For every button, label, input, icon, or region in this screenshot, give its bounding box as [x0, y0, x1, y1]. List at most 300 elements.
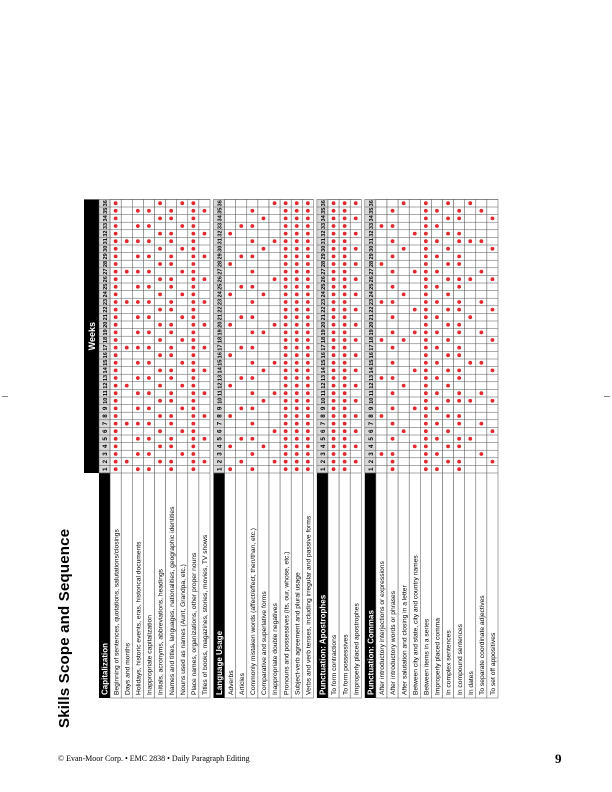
rotated-page-content — [42, 38, 602, 738]
week-dot — [147, 467, 151, 471]
week-dot — [180, 315, 184, 319]
week-number: 17 — [368, 344, 375, 351]
week-number: 34 — [217, 215, 224, 222]
week-dot — [158, 369, 162, 373]
week-dot — [136, 361, 140, 365]
week-dot — [191, 338, 195, 342]
week-dot — [250, 376, 254, 380]
week-dot — [413, 445, 417, 449]
week-dot — [306, 300, 310, 304]
week-dot — [295, 407, 299, 411]
week-dot — [468, 277, 472, 281]
week-dot — [295, 277, 299, 281]
week-dot — [391, 209, 395, 213]
week-dot — [332, 224, 336, 228]
week-dot — [391, 224, 395, 228]
week-dot — [295, 255, 299, 259]
week-dot — [424, 346, 428, 350]
week-number: 16 — [320, 352, 327, 359]
week-dot — [169, 331, 173, 335]
week-dot — [446, 323, 450, 327]
week-dot — [380, 300, 384, 304]
week-dot — [203, 346, 207, 350]
week-dot — [457, 460, 461, 464]
week-dot — [468, 239, 472, 243]
week-dot — [114, 346, 118, 350]
week-dot — [158, 232, 162, 236]
week-dot — [114, 391, 118, 395]
week-number: 18 — [320, 336, 327, 344]
week-dot — [380, 452, 384, 456]
week-number: 29 — [217, 253, 224, 260]
week-dot — [424, 338, 428, 342]
week-dot — [169, 308, 173, 312]
week-dot — [306, 338, 310, 342]
week-dot — [169, 209, 173, 213]
week-dot — [203, 437, 207, 441]
week-number: 7 — [216, 421, 224, 426]
skill-label: To form possessives — [342, 634, 350, 695]
week-dot — [284, 315, 288, 319]
week-number: 34 — [320, 215, 327, 222]
week-dot — [343, 361, 347, 365]
week-dot — [435, 361, 439, 365]
skill-label: Articles — [238, 673, 246, 695]
week-dot — [457, 331, 461, 335]
week-number: 35 — [217, 207, 224, 214]
week-dot — [147, 376, 151, 380]
week-dot — [125, 460, 129, 464]
week-dot — [354, 201, 358, 205]
table-row — [465, 199, 476, 698]
skill-label: Initials, acronyms, abbreviations, headings — [157, 568, 165, 695]
week-number: 12 — [103, 382, 109, 389]
week-dot — [158, 384, 162, 388]
week-dot — [332, 255, 336, 259]
skill-label: In compound sentences — [456, 623, 464, 695]
week-dot — [191, 300, 195, 304]
skill-label: After introductory words or phrases — [390, 590, 398, 695]
week-number: 23 — [320, 298, 327, 306]
week-dot — [191, 255, 195, 259]
week-dot — [306, 460, 310, 464]
week-dot — [136, 376, 140, 380]
week-dot — [262, 445, 266, 449]
week-dot — [191, 452, 195, 456]
skill-label: To set off appositives — [490, 632, 498, 695]
week-dot — [158, 293, 162, 297]
week-dot — [295, 445, 299, 449]
week-dot — [191, 293, 195, 297]
week-dot — [424, 277, 428, 281]
week-dot — [250, 437, 254, 441]
week-dot — [191, 460, 195, 464]
week-dot — [169, 300, 173, 304]
week-number: 15 — [103, 359, 109, 366]
week-dot — [332, 429, 336, 433]
week-dot — [295, 467, 299, 471]
week-dot — [332, 209, 336, 213]
week-dot — [147, 452, 151, 456]
week-dot — [424, 331, 428, 335]
week-dot — [191, 467, 195, 471]
week-dot — [306, 361, 310, 365]
side-crop-mark-right — [604, 396, 610, 397]
week-dot — [250, 270, 254, 274]
skill-label: Place names, organizations, other proper nouns — [191, 552, 198, 695]
week-dot — [354, 384, 358, 388]
week-dot — [479, 452, 483, 456]
week-dot — [114, 277, 118, 281]
week-dot — [332, 239, 336, 243]
week-dot — [114, 407, 118, 411]
week-dot — [343, 331, 347, 335]
week-dot — [435, 452, 439, 456]
week-number: 4 — [102, 444, 109, 449]
week-number: 15 — [217, 359, 224, 366]
week-dot — [191, 407, 195, 411]
week-dot — [284, 262, 288, 266]
week-number: 11 — [217, 390, 224, 397]
week-dot — [424, 315, 428, 319]
week-dot — [343, 376, 347, 380]
week-dot — [284, 452, 288, 456]
week-dot — [114, 285, 118, 289]
week-dot — [424, 399, 428, 403]
week-dot — [169, 460, 173, 464]
week-number: 36 — [217, 200, 224, 207]
week-dot — [354, 369, 358, 373]
week-number: 21 — [368, 314, 375, 321]
week-number: 33 — [103, 222, 109, 230]
week-dot — [380, 338, 384, 342]
week-dot — [424, 239, 428, 243]
week-dot — [295, 361, 299, 365]
week-number: 8 — [319, 414, 327, 418]
week-dot — [343, 407, 347, 411]
week-number: 29 — [320, 253, 327, 260]
week-dot — [424, 255, 428, 259]
week-dot — [228, 414, 232, 418]
week-dot — [169, 353, 173, 357]
week-dot — [169, 323, 173, 327]
week-dot — [332, 346, 336, 350]
week-number: 23 — [103, 298, 109, 306]
week-dot — [343, 460, 347, 464]
week-dot — [306, 224, 310, 228]
week-dot — [239, 460, 243, 464]
week-dot — [114, 270, 118, 274]
week-dot — [295, 353, 299, 357]
week-dot — [435, 391, 439, 395]
week-dot — [446, 201, 450, 205]
week-dot — [332, 353, 336, 357]
week-dot — [250, 361, 254, 365]
week-dot — [273, 361, 277, 365]
week-dot — [136, 224, 140, 228]
side-crop-mark-left — [2, 396, 8, 397]
week-dot — [424, 217, 428, 221]
week-dot — [284, 338, 288, 342]
week-dot — [136, 437, 140, 441]
skill-label: Improperly placed comma — [434, 618, 442, 695]
week-dot — [284, 300, 288, 304]
week-dot — [306, 391, 310, 395]
week-dot — [479, 270, 483, 274]
week-dot — [191, 399, 195, 403]
week-dot — [457, 285, 461, 289]
week-dot — [424, 414, 428, 418]
week-number: 7 — [319, 421, 327, 426]
week-number: 2 — [102, 459, 109, 464]
week-dot — [262, 369, 266, 373]
week-number: 9 — [102, 406, 109, 411]
week-number: 32 — [217, 230, 224, 237]
week-dot — [332, 315, 336, 319]
week-dot — [158, 323, 162, 327]
week-dot — [306, 255, 310, 259]
week-dot — [424, 293, 428, 297]
week-number: 33 — [217, 222, 224, 230]
week-dot — [169, 255, 173, 259]
week-dot — [354, 308, 358, 312]
week-dot — [424, 391, 428, 395]
week-dot — [284, 422, 288, 426]
skill-label: Nouns used as names (Aunt, Grandpa, etc.) — [179, 564, 187, 695]
week-dot — [191, 445, 195, 449]
week-dot — [284, 407, 288, 411]
section-title-language-usage: Language Usage — [215, 630, 225, 695]
week-dot — [332, 361, 336, 365]
week-number: 12 — [320, 382, 327, 389]
week-dot — [457, 300, 461, 304]
week-dot — [191, 262, 195, 266]
skill-label: Verbs and verb tenses, including irregular and passive forms — [305, 515, 313, 695]
week-number: 17 — [320, 344, 327, 351]
week-dot — [332, 338, 336, 342]
week-dot — [446, 369, 450, 373]
week-dot — [191, 209, 195, 213]
week-dot — [457, 422, 461, 426]
week-dot — [343, 353, 347, 357]
table-row — [339, 199, 350, 698]
week-dot — [343, 338, 347, 342]
week-dot — [424, 384, 428, 388]
week-dot — [114, 224, 118, 228]
week-dot — [295, 399, 299, 403]
week-dot — [114, 399, 118, 403]
week-dot — [250, 452, 254, 456]
weeks-header-label: Weeks — [87, 322, 97, 351]
week-dot — [180, 270, 184, 274]
week-dot — [354, 293, 358, 297]
week-dot — [169, 285, 173, 289]
week-dot — [158, 445, 162, 449]
skill-label: To form contractions — [331, 634, 339, 695]
week-dot — [147, 315, 151, 319]
week-dot — [273, 201, 277, 205]
week-dot — [191, 429, 195, 433]
week-dot — [147, 391, 151, 395]
week-dot — [158, 247, 162, 251]
week-dot — [391, 422, 395, 426]
week-dot — [191, 201, 195, 205]
week-dot — [306, 232, 310, 236]
week-dot — [191, 369, 195, 373]
week-number: 13 — [368, 374, 375, 382]
week-number: 31 — [217, 238, 224, 245]
week-number: 5 — [367, 437, 375, 441]
week-number: 26 — [368, 276, 375, 283]
week-dot — [114, 255, 118, 259]
skill-label: Adverbs — [227, 670, 235, 695]
week-number: 24 — [103, 291, 109, 298]
skill-label: Names and titles, languages, nationalities, geographic identities — [168, 506, 176, 695]
week-dot — [354, 338, 358, 342]
week-number: 28 — [217, 260, 224, 268]
week-dot — [306, 323, 310, 327]
week-dot — [169, 277, 173, 281]
week-dot — [125, 270, 129, 274]
week-dot — [169, 376, 173, 380]
week-dot — [479, 209, 483, 213]
week-number: 18 — [368, 336, 375, 344]
week-dot — [262, 293, 266, 297]
week-dot — [273, 391, 277, 395]
week-dot — [402, 384, 406, 388]
week-number: 22 — [103, 306, 109, 313]
week-dot — [332, 277, 336, 281]
week-dot — [343, 247, 347, 251]
week-dot — [306, 239, 310, 243]
week-number: 25 — [320, 283, 327, 290]
week-dot — [191, 331, 195, 335]
week-dot — [147, 422, 151, 426]
week-dot — [191, 353, 195, 357]
week-number: 2 — [216, 459, 224, 464]
week-dot — [169, 437, 173, 441]
week-number: 5 — [102, 437, 109, 441]
week-dot — [136, 255, 140, 259]
week-dot — [295, 323, 299, 327]
week-dot — [147, 224, 151, 228]
week-dot — [169, 467, 173, 471]
week-number: 24 — [320, 291, 327, 298]
week-number: 18 — [217, 336, 224, 344]
week-dot — [158, 353, 162, 357]
week-dot — [147, 285, 151, 289]
week-dot — [295, 293, 299, 297]
table-row — [225, 199, 236, 698]
week-dot — [468, 315, 472, 319]
week-dot — [136, 315, 140, 319]
week-dot — [180, 201, 184, 205]
week-dot — [262, 247, 266, 251]
week-dot — [191, 270, 195, 274]
week-dot — [228, 323, 232, 327]
week-dot — [446, 399, 450, 403]
week-dot — [114, 308, 118, 312]
week-dot — [295, 331, 299, 335]
week-dot — [125, 300, 129, 304]
week-dot — [273, 323, 277, 327]
week-dot — [114, 452, 118, 456]
week-dot — [284, 399, 288, 403]
week-dot — [306, 429, 310, 433]
week-dot — [273, 239, 277, 243]
week-dot — [402, 201, 406, 205]
week-number: 5 — [319, 437, 327, 441]
week-dot — [332, 331, 336, 335]
week-dot — [284, 346, 288, 350]
week-dot — [424, 201, 428, 205]
week-dot — [147, 209, 151, 213]
week-dot — [424, 300, 428, 304]
week-dot — [446, 293, 450, 297]
week-dot — [332, 437, 336, 441]
week-dot — [424, 353, 428, 357]
week-number: 13 — [217, 374, 224, 382]
week-dot — [446, 429, 450, 433]
table-row — [487, 199, 498, 698]
week-dot — [332, 201, 336, 205]
week-dot — [468, 437, 472, 441]
week-number: 1 — [367, 467, 375, 471]
week-dot — [203, 414, 207, 418]
week-number: 5 — [216, 437, 224, 441]
week-dot — [114, 369, 118, 373]
week-number: 21 — [103, 314, 109, 321]
week-dot — [284, 247, 288, 251]
week-number: 6 — [319, 429, 327, 433]
week-dot — [191, 224, 195, 228]
week-number: 24 — [217, 291, 224, 298]
week-dot — [191, 308, 195, 312]
week-dot — [114, 437, 118, 441]
week-dot — [435, 224, 439, 228]
week-dot — [343, 445, 347, 449]
week-dot — [136, 391, 140, 395]
week-dot — [435, 437, 439, 441]
week-dot — [435, 376, 439, 380]
week-number: 16 — [217, 352, 224, 359]
week-number: 6 — [216, 429, 224, 433]
skill-label: Inappropriate double negatives — [272, 603, 280, 695]
week-dot — [284, 331, 288, 335]
week-dot — [295, 452, 299, 456]
week-number: 28 — [368, 260, 375, 268]
week-dot — [295, 338, 299, 342]
week-dot — [343, 262, 347, 266]
week-dot — [169, 232, 173, 236]
week-dot — [228, 232, 232, 236]
week-dot — [239, 437, 243, 441]
week-dot — [295, 285, 299, 289]
skill-label: In dates — [467, 671, 475, 695]
week-dot — [306, 422, 310, 426]
page-number: 9 — [555, 751, 562, 766]
week-dot — [180, 293, 184, 297]
week-number: 28 — [103, 260, 109, 268]
week-dot — [306, 353, 310, 357]
week-dot — [380, 414, 384, 418]
week-dot — [424, 209, 428, 213]
week-dot — [295, 384, 299, 388]
week-dot — [114, 460, 118, 464]
week-dot — [332, 391, 336, 395]
week-number: 36 — [103, 200, 109, 207]
week-number: 19 — [368, 329, 375, 336]
